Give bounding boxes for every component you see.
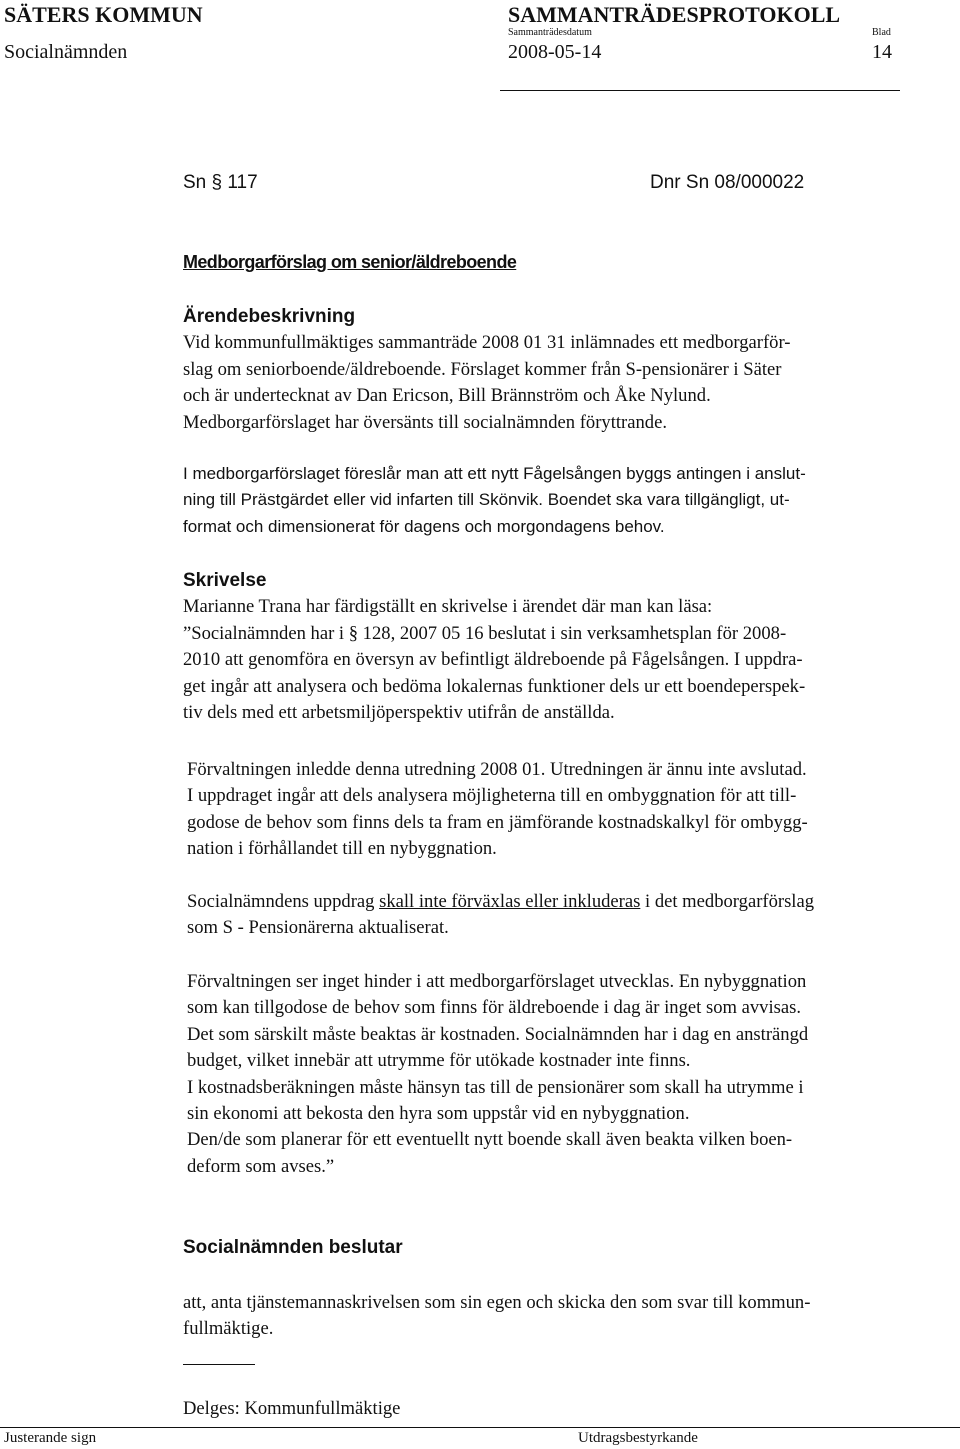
beslut-text bbox=[183, 1290, 810, 1343]
text-line: och är undertecknat av Dan Ericson, Bill Brännström och Åke Nylund. bbox=[183, 385, 711, 407]
arendebeskrivning-paragraph-1 bbox=[183, 330, 791, 436]
date-label: Sammanträdesdatum bbox=[508, 27, 592, 38]
text-line: Medborgarförslaget har översänts till socialnämnden föryttrande. bbox=[183, 411, 667, 433]
text-line: Det som särskilt måste beaktas är kostnaden. Socialnämnden har i dag en ansträngd bbox=[187, 1023, 809, 1045]
footer-rule bbox=[0, 1427, 960, 1428]
text-line: get ingår att analysera och bedöma lokalernas funktioner dels ur ett boendeperspek- bbox=[183, 675, 806, 697]
quote-paragraph-2 bbox=[187, 757, 808, 863]
text-line: sin ekonomi att bekosta den hyra som uppstår vid en nybyggnation. bbox=[187, 1103, 690, 1125]
text-line: ning till Prästgärdet eller vid infarten till Skönvik. Boendet ska vara tillgängligt, ut- bbox=[183, 490, 790, 510]
text-line: Vid kommunfullmäktiges sammanträde 2008 01 31 inlämnades ett medborgarför- bbox=[183, 332, 791, 354]
quote-paragraph-4 bbox=[187, 969, 808, 1180]
quote-paragraph-3 bbox=[187, 889, 814, 942]
municipality-name: SÄTERS KOMMUN bbox=[4, 2, 203, 27]
arendebeskrivning-section bbox=[183, 304, 791, 436]
text-line: ”Socialnämnden har i § 128, 2007 05 16 beslutat i sin verksamhetsplan för 2008- bbox=[183, 622, 787, 644]
text-line: tiv dels med ett arbetsmiljöperspektiv utifrån de anställda. bbox=[183, 702, 615, 724]
text-line: deform som avses.” bbox=[187, 1155, 335, 1177]
text-line: nation i förhållandet till en nybyggnation. bbox=[187, 838, 497, 860]
page-label: Blad bbox=[872, 27, 891, 38]
skrivelse-intro: Marianne Trana har färdigställt en skrivelse i ärendet där man kan läsa: bbox=[183, 596, 713, 618]
skrivelse-section bbox=[183, 568, 805, 726]
footer-justerande-sign: Justerande sign bbox=[4, 1430, 97, 1446]
text-line: I medborgarförslaget föreslår man att ett nytt Fågelsången byggs antingen i anslut- bbox=[183, 464, 806, 483]
text-line: 2010 att genomföra en översyn av befintligt äldreboende på Fågelsången. I uppdra- bbox=[183, 649, 803, 671]
text-line: Förvaltningen ser inget hinder i att medborgarförslaget utvecklas. En nybyggnation bbox=[187, 971, 807, 992]
separator-rule bbox=[183, 1364, 255, 1365]
text-line: att, anta tjänstemannaskrivelsen som sin egen och skicka den som svar till kommun- bbox=[183, 1292, 811, 1313]
skrivelse-heading: Skrivelse bbox=[183, 570, 267, 591]
committee-name: Socialnämnden bbox=[4, 41, 128, 63]
text-line: Förvaltningen inledde denna utredning 2008 01. Utredningen är ännu inte avslutad. bbox=[187, 759, 807, 780]
text-line: som S - Pensionärerna aktualiserat. bbox=[187, 917, 449, 939]
text-line: I uppdraget ingår att dels analysera möjligheterna till en ombyggnation för att till- bbox=[187, 785, 797, 807]
paragraph-number: Sn § 117 bbox=[183, 172, 258, 193]
text-span: i det medborgarförslag bbox=[640, 891, 815, 912]
arendebeskrivning-paragraph-2 bbox=[183, 461, 806, 540]
text-line: Den/de som planerar för ett eventuellt nytt boende skall även beakta vilken boen- bbox=[187, 1129, 793, 1151]
text-line bbox=[187, 889, 814, 915]
delges-line: Delges: Kommunfullmäktige bbox=[183, 1398, 401, 1419]
header-rule bbox=[500, 90, 900, 91]
document-type: SAMMANTRÄDESPROTOKOLL bbox=[508, 2, 841, 27]
text-span: Socialnämndens uppdrag bbox=[187, 891, 380, 912]
text-line: format och dimensionerat för dagens och morgondagens behov. bbox=[183, 516, 665, 536]
footer-utdragsbestyrkande: Utdragsbestyrkande bbox=[578, 1430, 698, 1446]
beslut-heading: Socialnämnden beslutar bbox=[183, 1237, 403, 1258]
text-line: som kan tillgodose de behov som finns för äldreboende i dag är inget som avvisas. bbox=[187, 997, 801, 1019]
text-line: I kostnadsberäkningen måste hänsyn tas till de pensionärer som skall ha utrymme i bbox=[187, 1076, 804, 1098]
diary-number: Dnr Sn 08/000022 bbox=[650, 172, 805, 193]
arendebeskrivning-heading: Ärendebeskrivning bbox=[183, 306, 356, 327]
case-title: Medborgarförslag om senior/äldreboende bbox=[183, 252, 517, 272]
text-line: fullmäktige. bbox=[183, 1318, 274, 1340]
text-line: budget, vilket innebär att utrymme för utökade kostnader inte finns. bbox=[187, 1050, 691, 1072]
text-line: slag om seniorboende/äldreboende. Förslaget kommer från S-pensionärer i Säter bbox=[183, 358, 782, 380]
meeting-date: 2008-05-14 bbox=[508, 41, 602, 63]
underlined-phrase: skall inte förväxlas eller inkluderas bbox=[379, 891, 641, 912]
text-line: godose de behov som finns dels ta fram en jämförande kostnadskalkyl för ombygg- bbox=[187, 811, 808, 833]
page-number: 14 bbox=[872, 41, 892, 63]
